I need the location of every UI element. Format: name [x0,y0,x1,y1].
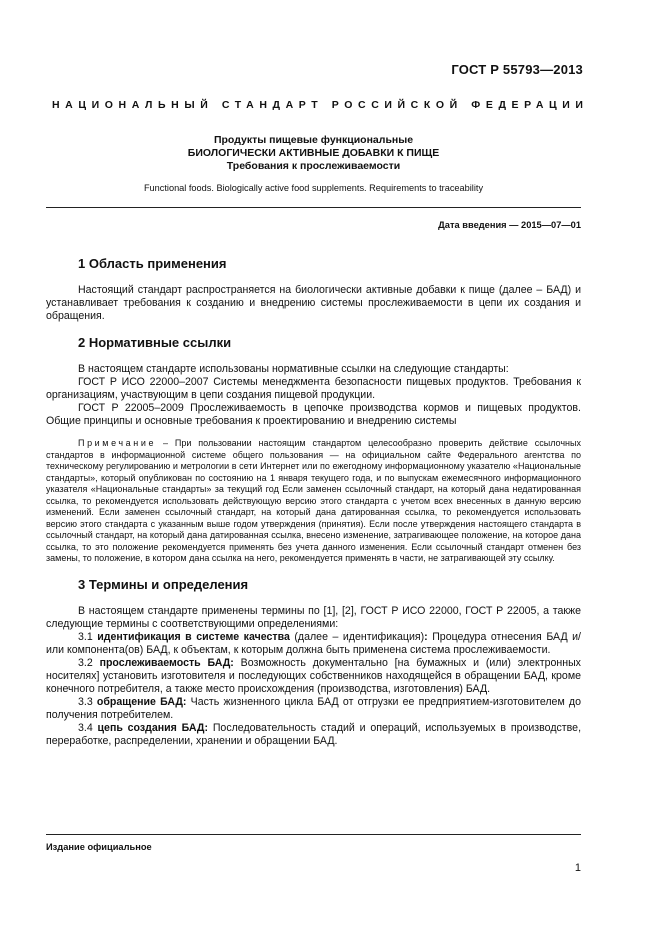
section-1-heading: 1 Область применения [78,256,227,271]
section-2-paragraph-1: В настоящем стандарте использованы нормативные ссылки на следующие стандарты: [78,363,509,375]
term-3-2-name: прослеживаемость БАД: [99,656,234,669]
section-3-heading: 3 Термины и определения [78,576,249,592]
section-2-paragraph-2: ГОСТ Р ИСО 22000–2007 Системы менеджмента безопасности пищевых продуктов. Требования к организациям, участвующим в цепи создания пищевой продукции. [46,376,581,401]
section-3-intro: В настоящем стандарте применены термины по [1], [2], ГОСТ Р ИСО 22000, ГОСТ Р 22005, а также следующие термины с соответствующими определениями: [46,604,581,630]
term-3-1-name: идентификация в системе качества [97,630,290,643]
title-line-1: Продукты пищевые функциональные [213,134,414,146]
main-content [46,256,581,748]
note-label: Примечание [78,438,157,448]
document-number: ГОСТ Р 55793—2013 [451,62,583,77]
official-edition-label: Издание официальное [46,842,152,852]
section-2-heading: 2 Нормативные ссылки [78,335,232,350]
introduction-date: Дата введения — 2015—07—01 [438,220,581,230]
term-3-3-definition: Часть жизненного цикла БАД от отгрузки ее предприятием-изготовителем до получения потребителем. [46,695,581,721]
page-number: 1 [574,862,581,874]
top-divider [46,207,581,208]
footer-divider [46,834,581,835]
national-standard-line: НАЦИОНАЛЬНЫЙ СТАНДАРТ РОССИЙСКОЙ ФЕДЕРАЦИИ [52,99,589,111]
section-2-note [46,438,581,565]
section-2-paragraph-3: ГОСТ Р 22005–2009 Прослеживаемость в цепочке производства кормов и пищевых продуктов. Общие принципы и основные требования к проектированию и внедрению системы [46,402,581,427]
term-3-3: 3.3 обращение БАД: Часть жизненного цикла БАД от отгрузки ее предприятием-изготовителем до получения потребителем. [46,695,581,721]
term-3-2: 3.2 прослеживаемость БАД: Возможность документально [на бумажных и (или) электронных носителях] установить изготовителя и последующих собственников находящейся в обращении БАД, кроме конечного потребителя, а также место происхождения (производства, изготовления) БАД. [46,656,581,695]
term-3-4-name: цепь создания БАД: [97,721,209,734]
term-3-4: 3.4 цепь создания БАД: Последовательность стадий и операций, используемых в производстве, переработке, распределении, хранении и обращении БАД. [46,721,582,747]
title-block [52,134,575,173]
term-3-4-definition: Последовательность стадий и операций, используемых в производстве, переработке, распределении, хранении и обращении БАД. [46,721,582,747]
term-3-2-definition: Возможность документально [на бумажных и (или) электронных носителях] установить изготовителя и последующих собственников находящейся в обращении БАД, кроме конечного потребителя, а также место происхождения (производства, изготовления) БАД. [46,656,581,695]
section-1-paragraph: Настоящий стандарт распространяется на биологически активные добавки к пище (далее – БАД) и устанавливает требования к созданию и внедрению системы прослеживаемости в цепи их создания и обращения. [46,284,581,322]
note-text: – При пользовании настоящим стандартом целесообразно проверить действие ссылочных стандартов в информационной системе общего пользования — на официальном сайте Федерального агентства по техническому регулированию и метрологии в сети Интернет или по ежегодному информационному указателю «Национальные стандарты», который опубликован по состоянию на 1 января текущего года, и по выпускам ежемесячного информационного указателя «Национальные стандарты» за текущий год Если заменен ссылочный стандарт, на который дана недатированная ссылка, то рекомендуется использовать действующую версию этого стандарта с учетом всех внесенных в данную версию изменений. Если заменен ссылочный стандарт, на который дана датированная ссылка, то рекомендуется использовать версию этого стандарта с указанным выше годом утверждения (принятия). Если после утверждения настоящего стандарта в ссылочный стандарт, на который дана датированная ссылка, внесено изменение, затрагивающее положение, на которое дана ссылка, то это положение рекомендуется применять без учета данного изменения. Если ссылочный стандарт отменен без замены, то положение, в котором дана ссылка на него, рекомендуется применять в части, не затрагивающей эту ссылку. [46,438,581,563]
term-3-1-definition: Процедура отнесения БАД и/или компонента(ов) БАД, к объектам, к которым должна быть применена система прослеживаемости. [46,630,582,656]
title-english: Functional foods. Biologically active food supplements. Requirements to traceability [143,183,484,193]
title-line-3: Требования к прослеживаемости [226,160,401,172]
term-3-3-name: обращение БАД: [96,695,187,708]
title-line-2: БИОЛОГИЧЕСКИ АКТИВНЫЕ ДОБАВКИ К ПИЩЕ [187,147,440,159]
term-3-1: 3.1 идентификация в системе качества (далее – идентификация): Процедура отнесения БАД и/или компонента(ов) БАД, к объектам, к которым должна быть применена система прослеживаемости. [46,630,582,656]
